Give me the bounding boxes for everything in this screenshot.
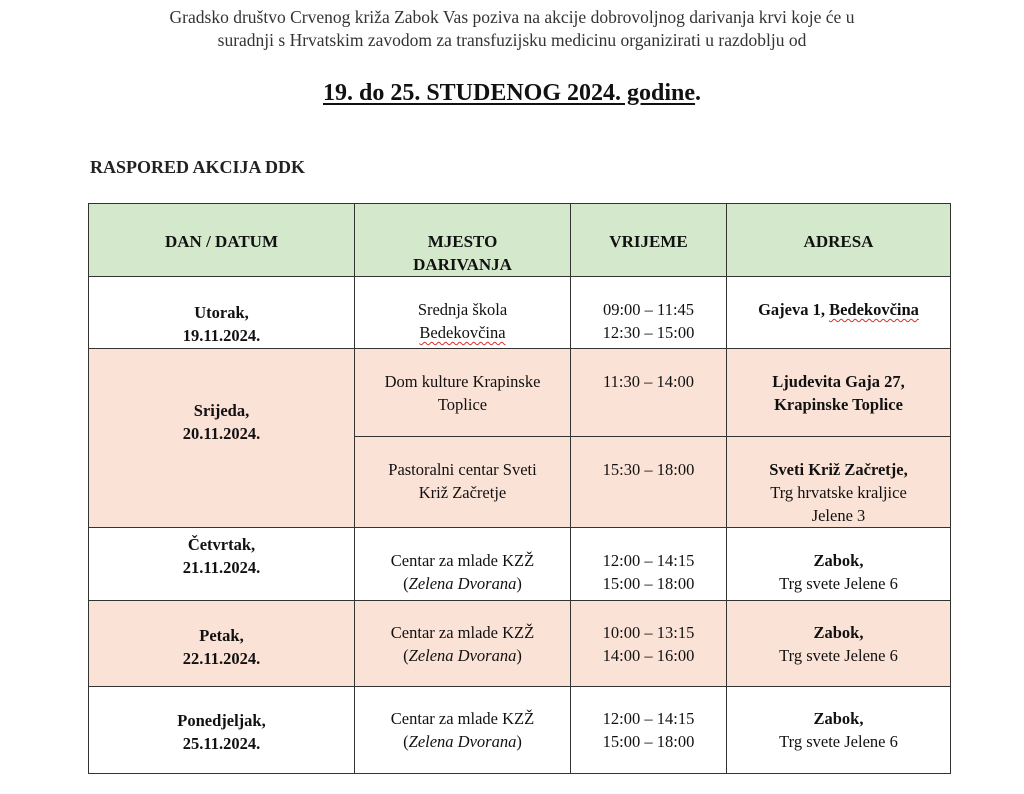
time-line-1: 15:30 – 18:00 [602, 460, 695, 479]
address-line-2: Trg svete Jelene 6 [779, 646, 898, 665]
intro-text [0, 6, 1024, 52]
address-line-1: Sveti Križ Začretje, [769, 460, 908, 479]
day-label: Četvrtak, [187, 535, 256, 554]
time-cell [571, 601, 727, 687]
header-time: VRIJEME [571, 204, 727, 277]
time-line-1: 12:00 – 14:15 [602, 551, 695, 570]
address-line-1: Zabok, [813, 623, 864, 642]
place-line-1: Dom kulture Krapinske [384, 372, 541, 391]
place-line-1: Centar za mlade KZŽ [390, 709, 535, 728]
date-label: 19.11.2024. [182, 326, 261, 345]
address-line-1: Zabok, [813, 551, 864, 570]
place-cell [355, 437, 571, 528]
place-line-2: Toplice [437, 395, 488, 414]
place-cell [355, 528, 571, 601]
time-cell [571, 349, 727, 437]
header-place [355, 204, 571, 277]
day-date-cell [89, 349, 355, 528]
place-line-1: Centar za mlade KZŽ [390, 623, 535, 642]
day-label: Ponedjeljak, [177, 711, 266, 730]
table-row [89, 277, 951, 349]
place-line-2: Križ Začretje [418, 483, 507, 502]
address-cell [727, 601, 951, 687]
place-cell [355, 687, 571, 774]
time-line-1: 12:00 – 14:15 [602, 709, 695, 728]
place-line-2: (Zelena Dvorana) [403, 646, 522, 665]
date-label: 22.11.2024. [182, 649, 261, 668]
table-row [89, 528, 951, 601]
address-line-1: Ljudevita Gaja 27, [772, 372, 905, 391]
time-line-1: 09:00 – 11:45 [602, 300, 695, 319]
table-row [89, 601, 951, 687]
day-label: Utorak, [194, 303, 249, 322]
address-line-2: Krapinske Toplice [774, 395, 903, 414]
time-cell [571, 687, 727, 774]
address-cell [727, 687, 951, 774]
time-line-1: 11:30 – 14:00 [602, 372, 695, 391]
day-date-cell [89, 601, 355, 687]
table-row [89, 687, 951, 774]
date-range-suffix: . [695, 80, 702, 106]
address-line-1 [727, 298, 950, 321]
section-title: RASPORED AKCIJA DDK [90, 157, 306, 177]
time-line-2: 15:00 – 18:00 [602, 574, 695, 593]
header-address: ADRESA [727, 204, 951, 277]
place-venue: Zelena Dvorana [408, 574, 517, 593]
place-cell [355, 349, 571, 437]
date-range-text: 19. do 25. STUDENOG 2024. godine [322, 80, 696, 106]
place-line-1: Pastoralni centar Sveti [388, 460, 537, 479]
address-line-1: Zabok, [813, 709, 864, 728]
place-venue: Zelena Dvorana [408, 732, 517, 751]
day-label: Srijeda, [193, 401, 250, 420]
time-line-1: 10:00 – 13:15 [602, 623, 695, 642]
place-line-2 [355, 321, 570, 344]
place-line-2: (Zelena Dvorana) [403, 732, 522, 751]
date-label: 25.11.2024. [182, 734, 261, 753]
place-line-2-text: Bedekovčina [419, 323, 506, 342]
time-cell [571, 528, 727, 601]
address-cell [727, 277, 951, 349]
day-label: Petak, [199, 626, 244, 645]
day-date-cell [89, 687, 355, 774]
address-cell [727, 437, 951, 528]
address-cell [727, 528, 951, 601]
header-day-date: DAN / DATUM [89, 204, 355, 277]
time-line-2: 12:30 – 15:00 [602, 323, 695, 342]
table-row [89, 349, 951, 437]
place-line-1: Srednja škola [417, 300, 508, 319]
address-line-2: Trg svete Jelene 6 [779, 732, 898, 751]
address-town: Bedekovčina [829, 300, 919, 319]
date-range-heading [0, 80, 1024, 107]
header-place-label: MJESTO DARIVANJA [413, 232, 512, 274]
intro-line-2: suradnji s Hrvatskim zavodom za transfuzijsku medicinu organizirati u razdoblju od [217, 30, 807, 50]
place-cell [355, 601, 571, 687]
address-line-2: Trg hrvatske kraljice [770, 483, 907, 502]
schedule-table [88, 203, 951, 774]
time-cell [571, 437, 727, 528]
time-cell [571, 277, 727, 349]
intro-line-1: Gradsko društvo Crvenog križa Zabok Vas poziva na akcije dobrovoljnog darivanja krvi koje će u [169, 7, 855, 27]
place-venue: Zelena Dvorana [408, 646, 517, 665]
day-date-cell [89, 277, 355, 349]
address-cell [727, 349, 951, 437]
place-cell [355, 277, 571, 349]
date-label: 21.11.2024. [182, 558, 261, 577]
place-line-2: (Zelena Dvorana) [403, 574, 522, 593]
place-line-1: Centar za mlade KZŽ [390, 551, 535, 570]
time-line-2: 15:00 – 18:00 [602, 732, 695, 751]
address-line-3: Jelene 3 [811, 506, 866, 525]
address-line-2: Trg svete Jelene 6 [779, 574, 898, 593]
date-label: 20.11.2024. [182, 424, 261, 443]
day-date-cell [89, 528, 355, 601]
address-street: Gajeva 1, [758, 300, 825, 319]
time-line-2: 14:00 – 16:00 [602, 646, 695, 665]
table-header-row [89, 204, 951, 277]
